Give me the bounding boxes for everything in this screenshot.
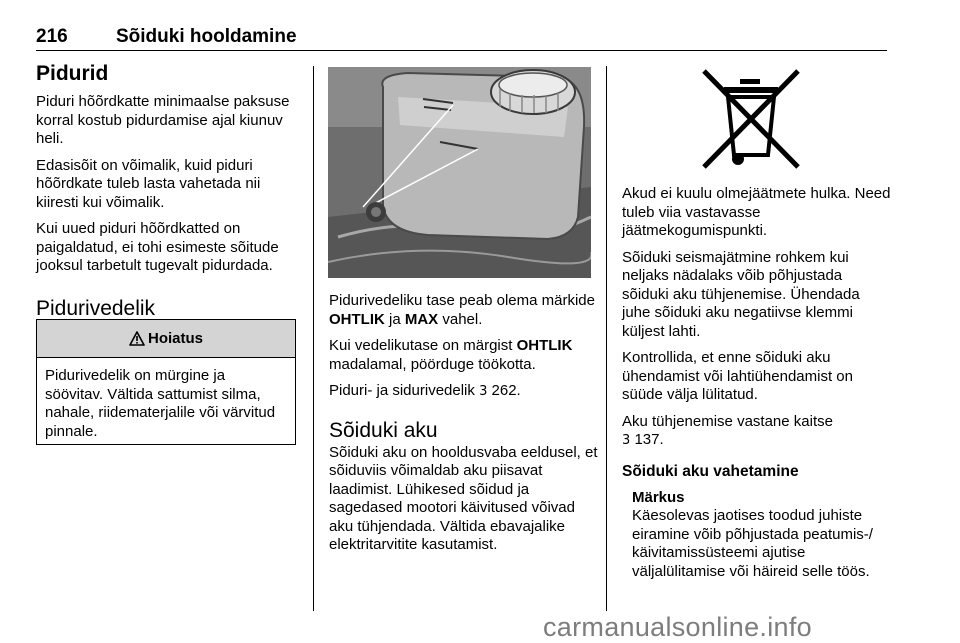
cross-reference: Aku tühjenemise vastane kaitse 3 137. <box>622 412 833 448</box>
column-divider-1 <box>313 66 314 611</box>
paragraph: Kontrollida, et enne sõiduki aku ühendamist või lahtiühendamist on süüde välja lülitatud. <box>622 349 853 403</box>
page-title: Sõiduki hooldamine <box>116 26 297 47</box>
section-heading-battery: Sõiduki aku <box>329 418 438 442</box>
note-block <box>632 489 894 582</box>
paragraph: Piduri hõõrdkatte minimaalse paksuse korral kostub pidurdamise ajal kiunuv heli. <box>36 93 290 147</box>
header-rule <box>36 50 887 51</box>
column-1 <box>36 62 304 321</box>
paragraph: Akud ei kuulu olmejäätmete hulka. Need tuleb viia vastavasse jäätmekogumispunkti. <box>622 185 891 239</box>
page-number: 216 <box>36 26 68 47</box>
paragraph: Pidurivedeliku tase peab olema märkide OHTLIK ja MAX vahel. <box>329 292 595 328</box>
paragraph: Kui uued piduri hõõrdkatted on paigaldatud, ei tohi esimeste sõitude jooksul tarbetult tugevalt pidurdada. <box>36 220 279 274</box>
watermark: carmanualsonline.info <box>543 612 812 642</box>
page-header <box>36 26 297 48</box>
column-divider-2 <box>606 66 607 611</box>
warning-title: Hoiatus <box>147 330 203 347</box>
crossed-out-wheelie-bin-icon <box>696 67 806 172</box>
note-title: Märkus <box>632 488 685 506</box>
subheading-battery-replacement: Sõiduki aku vahetamine <box>622 462 799 480</box>
cross-reference: Piduri- ja sidurivedelik 3 262. <box>329 382 521 399</box>
warning-triangle-icon <box>129 331 145 346</box>
paragraph: Edasisõit on võimalik, kuid piduri hõõrdkate tuleb lasta vahetada nii kiiresti kui võimalik. <box>36 156 261 211</box>
page-ref-arrow-icon: 3 <box>479 384 488 399</box>
page-ref-arrow-icon: 3 <box>622 433 631 448</box>
section-heading-brakes: Pidurid <box>36 62 109 85</box>
subheading-brake-fluid: Pidurivedelik <box>36 296 156 320</box>
warning-box <box>36 319 296 445</box>
warning-header <box>37 320 295 358</box>
warning-text: Pidurivedelik on mürgine ja söövitav. Vältida sattumist silma, nahale, riidematerjalile või värvitud pinnale. <box>45 367 276 440</box>
paragraph: Sõiduki seismajätmine rohkem kui neljaks nädalaks võib põhjustada sõiduki aku tühjenemise. Ühendada juhe sõiduki aku negatiivse klemmi küljest lahti. <box>622 248 860 340</box>
column-2 <box>329 292 599 563</box>
paragraph: Kui vedelikutase on märgist OHTLIK madalamal, pöörduge töökotta. <box>329 337 573 373</box>
note-text: Käesolevas jaotises toodud juhiste eiramine võib põhjustada peatumis-/ käivitamissüsteemi ajutise väljalülitamise või häireid selle töös. <box>632 507 873 580</box>
paragraph: Sõiduki aku on hooldusvaba eeldusel, et sõiduviis võimaldab aku piisavat laadimist. Lühikesed sõidud ja sagedased mootori käivitused võivad aku tühjendada. Vältida ebavajalike elektritarvitite kasutamist. <box>329 443 598 553</box>
brake-fluid-reservoir-photo <box>328 67 591 278</box>
column-3 <box>622 185 892 581</box>
